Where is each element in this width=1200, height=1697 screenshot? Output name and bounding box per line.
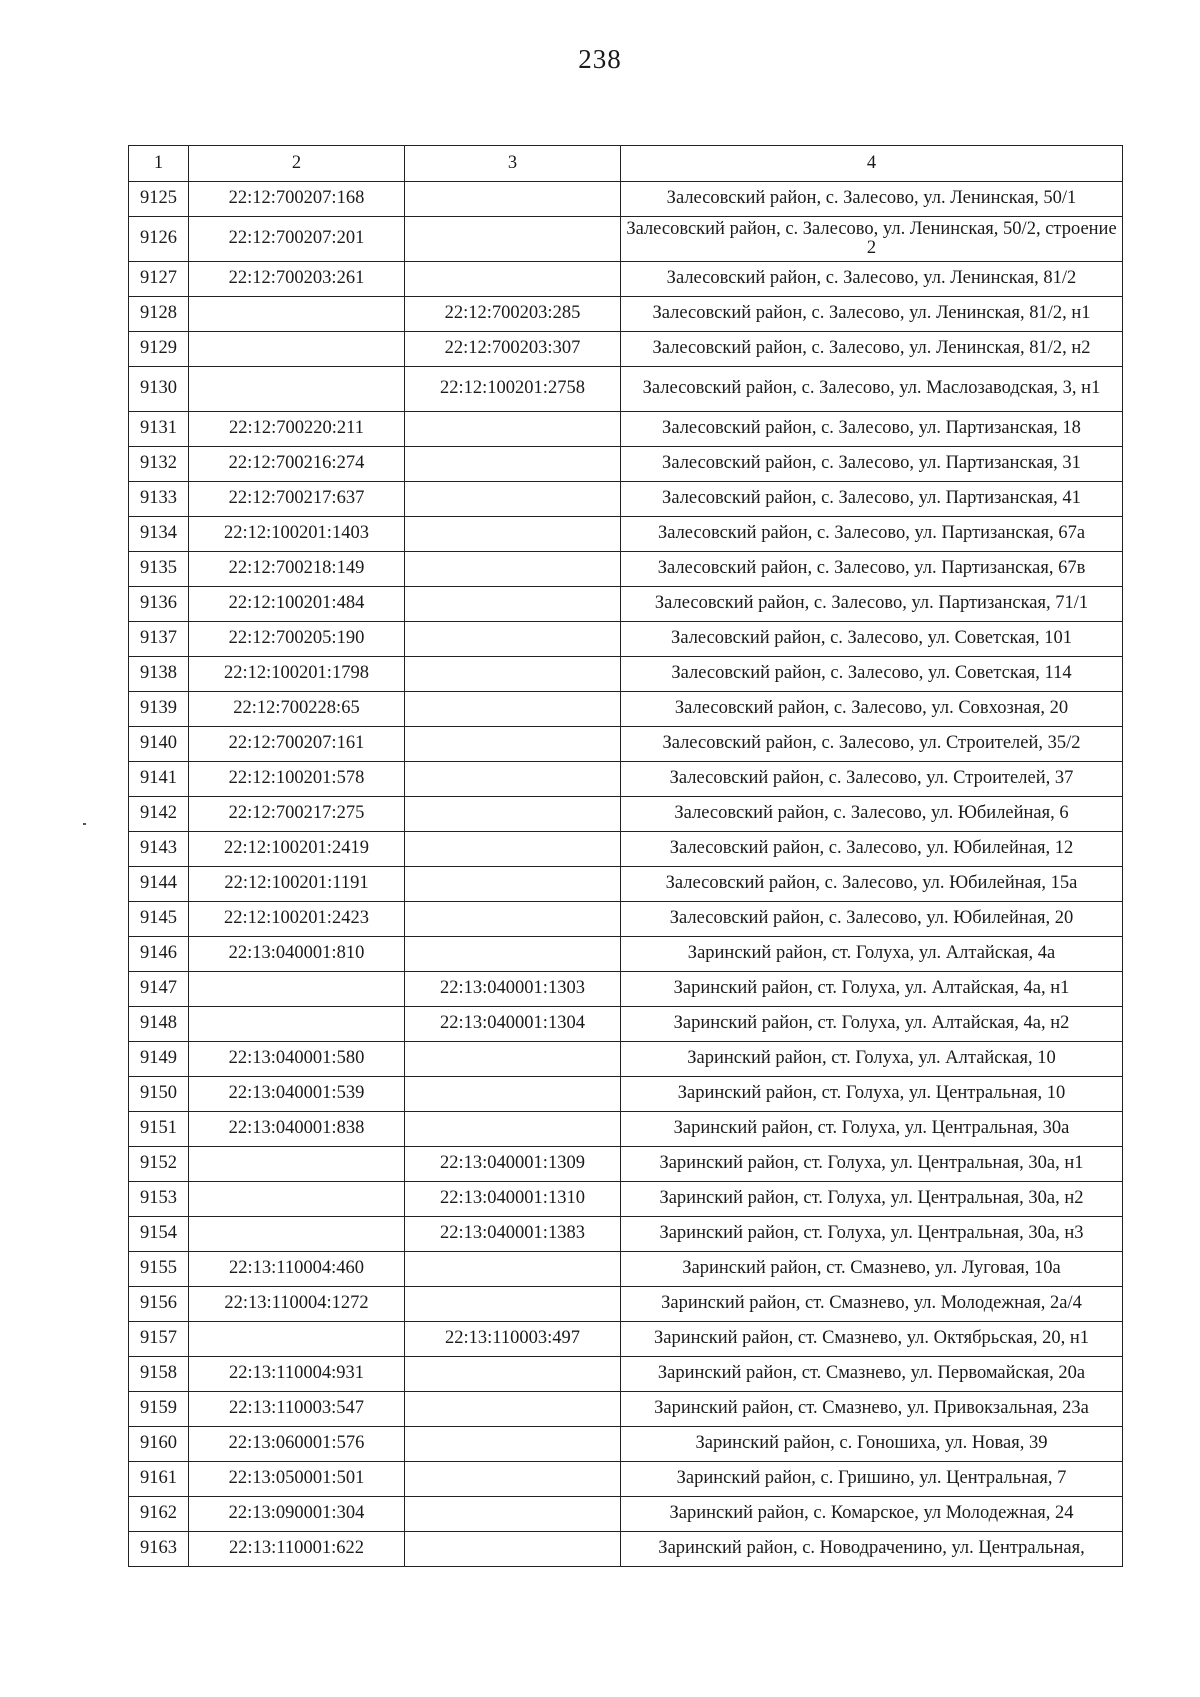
address-cell: Залесовский район, с. Залесово, ул. Маслозаводская, 3, н1: [621, 367, 1123, 412]
table-row: [129, 412, 1123, 447]
row-number-cell: 9144: [129, 867, 189, 902]
cadastral-number-cell: 22:12:700207:201: [189, 217, 405, 262]
table-row: [129, 832, 1123, 867]
row-number-cell: 9132: [129, 447, 189, 482]
table-row: [129, 1392, 1123, 1427]
table-row: [129, 972, 1123, 1007]
premises-cadastral-number-cell: 22:12:700203:285: [405, 297, 621, 332]
address-cell: Заринский район, ст. Смазнево, ул. Первомайская, 20а: [621, 1357, 1123, 1392]
cadastral-number-cell: 22:12:700205:190: [189, 622, 405, 657]
address-cell: Заринский район, ст. Смазнево, ул. Привокзальная, 23а: [621, 1392, 1123, 1427]
cadastral-number-cell: [189, 297, 405, 332]
row-number-cell: 9139: [129, 692, 189, 727]
address-cell: Залесовский район, с. Залесово, ул. Партизанская, 18: [621, 412, 1123, 447]
row-number-cell: 9157: [129, 1322, 189, 1357]
row-number-cell: 9134: [129, 517, 189, 552]
cadastral-number-cell: 22:12:700203:261: [189, 262, 405, 297]
table-row: [129, 1322, 1123, 1357]
table-row: [129, 867, 1123, 902]
address-cell: Залесовский район, с. Залесово, ул. Советская, 101: [621, 622, 1123, 657]
table-row: [129, 367, 1123, 412]
table-row: [129, 1462, 1123, 1497]
row-number-cell: 9126: [129, 217, 189, 262]
premises-cadastral-number-cell: [405, 867, 621, 902]
cadastral-number-cell: [189, 1147, 405, 1182]
address-cell: Заринский район, ст. Голуха, ул. Центральная, 30а, н2: [621, 1182, 1123, 1217]
row-number-cell: 9148: [129, 1007, 189, 1042]
premises-cadastral-number-cell: [405, 587, 621, 622]
address-cell: Заринский район, ст. Голуха, ул. Центральная, 30а, н1: [621, 1147, 1123, 1182]
page-number: 238: [578, 44, 622, 74]
address-cell: Залесовский район, с. Залесово, ул. Партизанская, 31: [621, 447, 1123, 482]
row-number-cell: 9149: [129, 1042, 189, 1077]
table-row: [129, 262, 1123, 297]
row-number-cell: 9142: [129, 797, 189, 832]
cadastral-number-cell: [189, 1217, 405, 1252]
row-number-cell: 9143: [129, 832, 189, 867]
row-number-cell: 9153: [129, 1182, 189, 1217]
address-cell: Залесовский район, с. Залесово, ул. Ленинская, 81/2, н1: [621, 297, 1123, 332]
table-row: [129, 482, 1123, 517]
address-cell: Заринский район, ст. Голуха, ул. Центральная, 10: [621, 1077, 1123, 1112]
address-cell: Заринский район, с. Гришино, ул. Центральная, 7: [621, 1462, 1123, 1497]
cadastral-number-cell: 22:12:700228:65: [189, 692, 405, 727]
premises-cadastral-number-cell: [405, 832, 621, 867]
row-number-cell: 9128: [129, 297, 189, 332]
table-row: [129, 657, 1123, 692]
table-row: [129, 182, 1123, 217]
premises-cadastral-number-cell: 22:13:040001:1309: [405, 1147, 621, 1182]
cadastral-number-cell: 22:12:700217:275: [189, 797, 405, 832]
cadastral-number-cell: 22:13:110003:547: [189, 1392, 405, 1427]
address-cell: Залесовский район, с. Залесово, ул. Партизанская, 67в: [621, 552, 1123, 587]
premises-cadastral-number-cell: 22:12:700203:307: [405, 332, 621, 367]
row-number-cell: 9133: [129, 482, 189, 517]
table-row: [129, 1357, 1123, 1392]
premises-cadastral-number-cell: [405, 412, 621, 447]
premises-cadastral-number-cell: [405, 762, 621, 797]
column-header-1: 1: [129, 146, 189, 182]
premises-cadastral-number-cell: [405, 552, 621, 587]
row-number-cell: 9135: [129, 552, 189, 587]
row-number-cell: 9129: [129, 332, 189, 367]
table-row: [129, 692, 1123, 727]
premises-cadastral-number-cell: [405, 262, 621, 297]
table-body: [129, 182, 1123, 1567]
cadastral-number-cell: 22:12:700207:161: [189, 727, 405, 762]
row-number-cell: 9130: [129, 367, 189, 412]
cadastral-number-cell: [189, 1322, 405, 1357]
premises-cadastral-number-cell: [405, 1287, 621, 1322]
row-number-cell: 9162: [129, 1497, 189, 1532]
table-row: [129, 762, 1123, 797]
cadastral-number-cell: 22:13:110004:1272: [189, 1287, 405, 1322]
address-cell: Залесовский район, с. Залесово, ул. Строителей, 35/2: [621, 727, 1123, 762]
premises-cadastral-number-cell: 22:13:040001:1304: [405, 1007, 621, 1042]
premises-cadastral-number-cell: [405, 1392, 621, 1427]
address-cell: Залесовский район, с. Залесово, ул. Строителей, 37: [621, 762, 1123, 797]
table-row: [129, 797, 1123, 832]
row-number-cell: 9159: [129, 1392, 189, 1427]
row-number-cell: 9127: [129, 262, 189, 297]
table-row: [129, 1077, 1123, 1112]
address-cell: Заринский район, ст. Голуха, ул. Центральная, 30а, н3: [621, 1217, 1123, 1252]
premises-cadastral-number-cell: [405, 1077, 621, 1112]
premises-cadastral-number-cell: [405, 1112, 621, 1147]
address-cell: Залесовский район, с. Залесово, ул. Юбилейная, 12: [621, 832, 1123, 867]
table-row: [129, 1147, 1123, 1182]
row-number-cell: 9158: [129, 1357, 189, 1392]
address-cell: Залесовский район, с. Залесово, ул. Ленинская, 50/1: [621, 182, 1123, 217]
premises-cadastral-number-cell: [405, 797, 621, 832]
row-number-cell: 9146: [129, 937, 189, 972]
cadastral-number-cell: [189, 332, 405, 367]
cadastral-number-cell: [189, 1007, 405, 1042]
cadastral-number-cell: 22:12:700216:274: [189, 447, 405, 482]
address-cell: Залесовский район, с. Залесово, ул. Юбилейная, 6: [621, 797, 1123, 832]
table-row: [129, 1217, 1123, 1252]
row-number-cell: 9131: [129, 412, 189, 447]
premises-cadastral-number-cell: 22:13:040001:1310: [405, 1182, 621, 1217]
premises-cadastral-number-cell: 22:13:040001:1303: [405, 972, 621, 1007]
table-row: [129, 1252, 1123, 1287]
address-cell: Залесовский район, с. Залесово, ул. Советская, 114: [621, 657, 1123, 692]
row-number-cell: 9125: [129, 182, 189, 217]
cadastral-number-cell: 22:13:110004:931: [189, 1357, 405, 1392]
cadastral-number-cell: 22:12:100201:1403: [189, 517, 405, 552]
cadastral-number-cell: 22:12:100201:484: [189, 587, 405, 622]
table-row: [129, 217, 1123, 262]
table-row: [129, 517, 1123, 552]
row-number-cell: 9154: [129, 1217, 189, 1252]
table-row: [129, 1112, 1123, 1147]
address-cell: Заринский район, ст. Голуха, ул. Алтайская, 10: [621, 1042, 1123, 1077]
premises-cadastral-number-cell: 22:13:040001:1383: [405, 1217, 621, 1252]
address-cell: Залесовский район, с. Залесово, ул. Ленинская, 50/2, строение 2: [621, 217, 1123, 262]
premises-cadastral-number-cell: [405, 1357, 621, 1392]
address-cell: Заринский район, ст. Голуха, ул. Центральная, 30а: [621, 1112, 1123, 1147]
scan-speck: [83, 823, 86, 825]
cadastral-number-cell: 22:12:100201:578: [189, 762, 405, 797]
cadastral-number-cell: 22:12:100201:1191: [189, 867, 405, 902]
address-cell: Залесовский район, с. Залесово, ул. Совхозная, 20: [621, 692, 1123, 727]
row-number-cell: 9156: [129, 1287, 189, 1322]
registry-table: [128, 145, 1123, 1567]
table-row: [129, 552, 1123, 587]
cadastral-number-cell: 22:12:100201:1798: [189, 657, 405, 692]
cadastral-number-cell: 22:13:060001:576: [189, 1427, 405, 1462]
premises-cadastral-number-cell: [405, 692, 621, 727]
premises-cadastral-number-cell: [405, 1497, 621, 1532]
row-number-cell: 9163: [129, 1532, 189, 1567]
cadastral-number-cell: 22:12:100201:2423: [189, 902, 405, 937]
cadastral-number-cell: 22:13:090001:304: [189, 1497, 405, 1532]
cadastral-number-cell: 22:13:110004:460: [189, 1252, 405, 1287]
column-header-3: 3: [405, 146, 621, 182]
premises-cadastral-number-cell: [405, 902, 621, 937]
row-number-cell: 9145: [129, 902, 189, 937]
premises-cadastral-number-cell: [405, 482, 621, 517]
address-cell: Заринский район, ст. Смазнево, ул. Октябрьская, 20, н1: [621, 1322, 1123, 1357]
row-number-cell: 9155: [129, 1252, 189, 1287]
cadastral-number-cell: 22:12:700218:149: [189, 552, 405, 587]
row-number-cell: 9138: [129, 657, 189, 692]
address-cell: Залесовский район, с. Залесово, ул. Ленинская, 81/2: [621, 262, 1123, 297]
row-number-cell: 9137: [129, 622, 189, 657]
cadastral-number-cell: [189, 367, 405, 412]
table-row: [129, 447, 1123, 482]
address-cell: Залесовский район, с. Залесово, ул. Партизанская, 41: [621, 482, 1123, 517]
premises-cadastral-number-cell: 22:12:100201:2758: [405, 367, 621, 412]
premises-cadastral-number-cell: [405, 657, 621, 692]
premises-cadastral-number-cell: [405, 1462, 621, 1497]
table-row: [129, 622, 1123, 657]
row-number-cell: 9160: [129, 1427, 189, 1462]
table-row: [129, 1007, 1123, 1042]
address-cell: Заринский район, с. Новодраченино, ул. Центральная,: [621, 1532, 1123, 1567]
cadastral-number-cell: [189, 972, 405, 1007]
cadastral-number-cell: 22:12:700217:637: [189, 482, 405, 517]
row-number-cell: 9150: [129, 1077, 189, 1112]
cadastral-number-cell: [189, 1182, 405, 1217]
table-row: [129, 1427, 1123, 1462]
table-row: [129, 297, 1123, 332]
cadastral-number-cell: 22:13:040001:810: [189, 937, 405, 972]
premises-cadastral-number-cell: [405, 937, 621, 972]
table-row: [129, 1042, 1123, 1077]
address-cell: Залесовский район, с. Залесово, ул. Юбилейная, 15а: [621, 867, 1123, 902]
table-row: [129, 1497, 1123, 1532]
cadastral-number-cell: 22:12:700207:168: [189, 182, 405, 217]
address-cell: Заринский район, с. Комарское, ул Молодежная, 24: [621, 1497, 1123, 1532]
table-row: [129, 902, 1123, 937]
premises-cadastral-number-cell: 22:13:110003:497: [405, 1322, 621, 1357]
column-header-2: 2: [189, 146, 405, 182]
address-cell: Заринский район, ст. Голуха, ул. Алтайская, 4а, н1: [621, 972, 1123, 1007]
premises-cadastral-number-cell: [405, 1042, 621, 1077]
table-row: [129, 332, 1123, 367]
address-cell: Заринский район, с. Гоношиха, ул. Новая, 39: [621, 1427, 1123, 1462]
cadastral-number-cell: 22:13:110001:622: [189, 1532, 405, 1567]
table-row: [129, 937, 1123, 972]
address-cell: Заринский район, ст. Голуха, ул. Алтайская, 4а: [621, 937, 1123, 972]
cadastral-number-cell: 22:13:040001:539: [189, 1077, 405, 1112]
row-number-cell: 9141: [129, 762, 189, 797]
row-number-cell: 9147: [129, 972, 189, 1007]
row-number-cell: 9161: [129, 1462, 189, 1497]
row-number-cell: 9136: [129, 587, 189, 622]
cadastral-number-cell: 22:12:700220:211: [189, 412, 405, 447]
premises-cadastral-number-cell: [405, 1427, 621, 1462]
premises-cadastral-number-cell: [405, 622, 621, 657]
table-row: [129, 587, 1123, 622]
table-row: [129, 1532, 1123, 1567]
premises-cadastral-number-cell: [405, 217, 621, 262]
address-cell: Заринский район, ст. Смазнево, ул. Молодежная, 2а/4: [621, 1287, 1123, 1322]
table-header-row: [129, 146, 1123, 182]
address-cell: Заринский район, ст. Голуха, ул. Алтайская, 4а, н2: [621, 1007, 1123, 1042]
table-row: [129, 727, 1123, 762]
premises-cadastral-number-cell: [405, 447, 621, 482]
premises-cadastral-number-cell: [405, 1252, 621, 1287]
column-header-4: 4: [621, 146, 1123, 182]
premises-cadastral-number-cell: [405, 1532, 621, 1567]
premises-cadastral-number-cell: [405, 182, 621, 217]
row-number-cell: 9151: [129, 1112, 189, 1147]
premises-cadastral-number-cell: [405, 517, 621, 552]
cadastral-number-cell: 22:13:040001:838: [189, 1112, 405, 1147]
cadastral-number-cell: 22:12:100201:2419: [189, 832, 405, 867]
table-row: [129, 1287, 1123, 1322]
address-cell: Заринский район, ст. Смазнево, ул. Луговая, 10а: [621, 1252, 1123, 1287]
address-cell: Залесовский район, с. Залесово, ул. Партизанская, 71/1: [621, 587, 1123, 622]
table-row: [129, 1182, 1123, 1217]
cadastral-number-cell: 22:13:050001:501: [189, 1462, 405, 1497]
row-number-cell: 9152: [129, 1147, 189, 1182]
address-cell: Залесовский район, с. Залесово, ул. Партизанская, 67а: [621, 517, 1123, 552]
premises-cadastral-number-cell: [405, 727, 621, 762]
row-number-cell: 9140: [129, 727, 189, 762]
address-cell: Залесовский район, с. Залесово, ул. Ленинская, 81/2, н2: [621, 332, 1123, 367]
cadastral-number-cell: 22:13:040001:580: [189, 1042, 405, 1077]
address-cell: Залесовский район, с. Залесово, ул. Юбилейная, 20: [621, 902, 1123, 937]
